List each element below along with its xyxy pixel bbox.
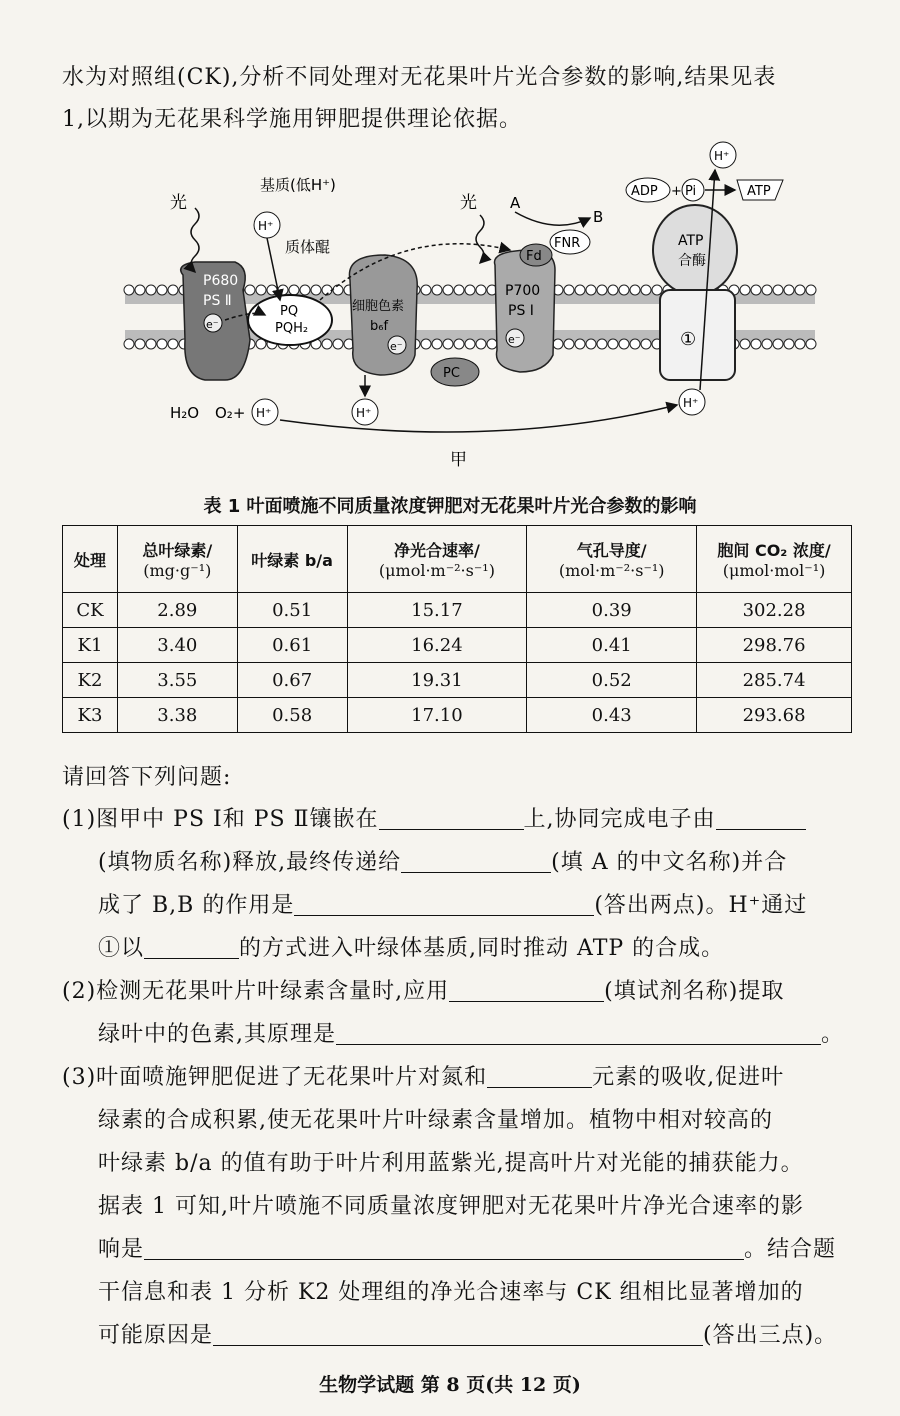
ps1-complex	[495, 250, 556, 372]
lipid-head	[333, 339, 343, 349]
lipid-head	[454, 339, 464, 349]
fnr-label: FNR	[554, 236, 581, 251]
q1-blank-4[interactable]	[294, 893, 594, 916]
header-title: 净光合速率/	[393, 541, 480, 560]
cytb6f-label-1: 细胞色素	[352, 299, 405, 314]
lipid-head	[795, 285, 805, 295]
lipid-head	[553, 339, 563, 349]
q3-line-3: 叶绿素 b/a 的值有助于叶片利用蓝紫光,提高叶片对光能的捕获能力。	[98, 1151, 804, 1176]
lipid-head	[740, 339, 750, 349]
lipid-head	[619, 285, 629, 295]
q3-text-1a: (3)叶面喷施钾肥促进了无花果叶片对氮和	[62, 1065, 488, 1090]
lipid-head	[278, 285, 288, 295]
q1-text-4b: 的方式进入叶绿体基质,同时推动 ATP 的合成。	[239, 936, 725, 961]
lipid-head	[146, 339, 156, 349]
pqh2-label: PQH₂	[275, 321, 309, 336]
table-cell: 0.58	[237, 698, 347, 733]
lipid-head	[476, 285, 486, 295]
q3-blank-2[interactable]	[144, 1237, 744, 1260]
table-cell: 3.55	[117, 663, 237, 698]
lipid-head	[575, 285, 585, 295]
hplus-lumen-2: H⁺	[356, 406, 372, 420]
q1-text-4a: ①以	[98, 936, 145, 961]
pi-label: Pi	[685, 184, 697, 199]
lipid-head	[168, 285, 178, 295]
atp-synthase	[653, 205, 737, 380]
q3-text-7a: 可能原因是	[98, 1323, 214, 1348]
lipid-head	[421, 285, 431, 295]
q2-blank-2[interactable]	[336, 1022, 821, 1045]
table-cell: 19.31	[347, 663, 527, 698]
ps1-electron-label: e⁻	[508, 333, 521, 346]
lipid-head	[806, 339, 816, 349]
table-cell: CK	[63, 593, 118, 628]
q2-blank-1[interactable]	[449, 979, 604, 1002]
q1-blank-5[interactable]	[144, 936, 239, 959]
table-header-cell	[63, 526, 118, 593]
table-row	[63, 593, 852, 628]
lipid-head	[773, 285, 783, 295]
lipid-head	[619, 339, 629, 349]
lipid-head	[443, 285, 453, 295]
lipid-head	[652, 285, 662, 295]
stroma-label: 基质(低H⁺)	[260, 176, 336, 194]
q3-line-1	[62, 1060, 784, 1091]
lipid-head	[564, 339, 574, 349]
cytb6f-electron-label: e⁻	[390, 340, 403, 353]
q3-blank-1[interactable]	[487, 1065, 592, 1088]
ps2-complex	[181, 262, 250, 380]
q3-line-5	[98, 1232, 836, 1263]
lipid-head	[762, 339, 772, 349]
cytochrome-b6f	[349, 255, 417, 375]
q1-text-3a: 成了 B,B 的作用是	[98, 893, 295, 918]
q1-text-3b: (答出两点)。H⁺通过	[594, 893, 808, 918]
q2-text-1b: (填试剂名称)提取	[604, 979, 785, 1004]
lipid-head	[124, 339, 134, 349]
atp-label: ATP	[747, 184, 771, 199]
lipid-head	[795, 339, 805, 349]
lipid-head	[586, 285, 596, 295]
plastoquinone	[248, 295, 332, 345]
table-header-cell	[237, 526, 347, 593]
lipid-head	[762, 285, 772, 295]
table-header-cell	[697, 526, 852, 593]
header-unit: (mg·g⁻¹)	[143, 561, 212, 580]
q1-line-3	[98, 888, 807, 919]
figure-label-jia: 甲	[450, 450, 467, 470]
header-title: 叶绿素 b/a	[251, 550, 333, 570]
lipid-head	[146, 285, 156, 295]
atp-synthase-label-1: ATP	[678, 233, 704, 249]
table-cell: 293.68	[697, 698, 852, 733]
lipid-head	[597, 339, 607, 349]
hplus-lumen-3: H⁺	[683, 396, 699, 410]
q1-text-1a: (1)图甲中 PS Ⅰ和 PS Ⅱ镶嵌在	[62, 807, 379, 832]
questions-prompt: 请回答下列问题:	[62, 765, 232, 790]
o2-label: O₂+	[215, 404, 246, 422]
a-label: A	[510, 194, 521, 212]
table-cell: 0.43	[527, 698, 697, 733]
b-label: B	[593, 208, 604, 226]
table-cell: 0.61	[237, 628, 347, 663]
lipid-head	[751, 339, 761, 349]
table-cell: 16.24	[347, 628, 527, 663]
plus-sign: +	[671, 184, 682, 199]
photosynthesis-table	[62, 525, 852, 733]
ps1-label: PS Ⅰ	[508, 303, 534, 319]
q1-line-1	[62, 802, 806, 833]
lipid-head	[806, 285, 816, 295]
light-label-1: 光	[170, 193, 187, 213]
table-row	[63, 628, 852, 663]
q3-blank-3[interactable]	[213, 1323, 703, 1346]
lipid-head	[256, 285, 266, 295]
lipid-head	[641, 285, 651, 295]
q3-line-2: 绿素的合成积累,使无花果叶片叶绿素含量增加。植物中相对较高的	[98, 1108, 773, 1133]
q3-text-5a: 响是	[98, 1237, 145, 1262]
lipid-head	[476, 339, 486, 349]
q1-blank-2[interactable]	[716, 807, 806, 830]
lipid-head	[465, 285, 475, 295]
pq-label: PQ	[280, 304, 299, 319]
lipid-head	[157, 285, 167, 295]
pc-label: PC	[443, 366, 460, 381]
lipid-head	[421, 339, 431, 349]
table-row	[63, 663, 852, 698]
lipid-head	[267, 285, 277, 295]
ferredoxin	[520, 244, 552, 266]
q2-text-2b: 。	[821, 1022, 845, 1047]
channel-1-label: ①	[680, 329, 697, 350]
lipid-head	[432, 339, 442, 349]
header-title: 处理	[73, 550, 106, 570]
lipid-head	[740, 285, 750, 295]
fd-label: Fd	[526, 249, 542, 264]
ps2-electron-label: e⁻	[206, 318, 219, 331]
table-cell: K2	[63, 663, 118, 698]
lipid-head	[608, 285, 618, 295]
lipid-head	[168, 339, 178, 349]
lipid-head	[784, 339, 794, 349]
lipid-head	[135, 339, 145, 349]
q1-text-2b: (填 A 的中文名称)并合	[551, 850, 788, 875]
table-cell: 302.28	[697, 593, 852, 628]
q1-blank-1[interactable]	[379, 807, 524, 830]
table-header-cell	[347, 526, 527, 593]
table-cell: 17.10	[347, 698, 527, 733]
q3-line-7	[98, 1318, 837, 1349]
table-cell: 0.39	[527, 593, 697, 628]
lipid-head	[630, 285, 640, 295]
lipid-head	[564, 285, 574, 295]
table-cell: 285.74	[697, 663, 852, 698]
lipid-head	[751, 285, 761, 295]
lipid-head	[597, 285, 607, 295]
thylakoid-diagram	[115, 140, 825, 475]
lipid-head	[630, 339, 640, 349]
table-cell: 0.41	[527, 628, 697, 663]
header-unit: (mol·m⁻²·s⁻¹)	[558, 561, 665, 580]
q3-text-1b: 元素的吸收,促进叶	[592, 1065, 785, 1090]
header-title: 胞间 CO₂ 浓度/	[717, 541, 831, 560]
fnr-enzyme	[550, 230, 590, 254]
lipid-head	[586, 339, 596, 349]
q3-line-4: 据表 1 可知,叶片喷施不同质量浓度钾肥对无花果叶片净光合速率的影	[98, 1194, 804, 1219]
plastoquinone-label: 质体醌	[285, 238, 331, 256]
lipid-head	[311, 285, 321, 295]
hplus-stroma: H⁺	[258, 219, 274, 233]
table-cell: 3.40	[117, 628, 237, 663]
table-cell: 0.52	[527, 663, 697, 698]
table-cell: 15.17	[347, 593, 527, 628]
table-cell: K3	[63, 698, 118, 733]
table-cell: 0.67	[237, 663, 347, 698]
table-cell: 0.51	[237, 593, 347, 628]
lipid-head	[289, 285, 299, 295]
lipid-head	[465, 339, 475, 349]
header-unit: (μmol·mol⁻¹)	[722, 561, 826, 580]
lipid-head	[608, 339, 618, 349]
table-caption: 表 1 叶面喷施不同质量浓度钾肥对无花果叶片光合参数的影响	[203, 496, 697, 517]
intro-line-1: 水为对照组(CK),分析不同处理对无花果叶片光合参数的影响,结果见表	[62, 65, 777, 90]
table-header-cell	[117, 526, 237, 593]
cytb6f-label-2: b₆f	[370, 319, 389, 334]
q2-text-1a: (2)检测无花果叶片叶绿素含量时,应用	[62, 979, 450, 1004]
ps2-label: PS Ⅱ	[203, 293, 232, 309]
lipid-head	[575, 339, 585, 349]
hplus-top-right: H⁺	[714, 149, 730, 163]
q1-blank-3[interactable]	[401, 850, 551, 873]
q3-line-6: 干信息和表 1 分析 K2 处理组的净光合速率与 CK 组相比显著增加的	[98, 1280, 804, 1305]
table-cell: 2.89	[117, 593, 237, 628]
lipid-head	[322, 339, 332, 349]
lipid-head	[245, 285, 255, 295]
intro-line-2: 1,以期为无花果科学施用钾肥提供理论依据。	[62, 107, 522, 132]
lipid-head	[443, 339, 453, 349]
lipid-head	[454, 285, 464, 295]
table-cell: 3.38	[117, 698, 237, 733]
page-footer: 生物学试题 第 8 页(共 12 页)	[319, 1374, 581, 1396]
plastocyanin	[431, 358, 479, 386]
atp-synthase-label-2: 合酶	[678, 253, 706, 269]
header-unit: (μmol·m⁻²·s⁻¹)	[378, 561, 495, 580]
q3-text-7b: (答出三点)。	[703, 1323, 838, 1348]
table-cell: 298.76	[697, 628, 852, 663]
lipid-head	[784, 285, 794, 295]
table-cell: K1	[63, 628, 118, 663]
hplus-lumen-1: H⁺	[256, 406, 272, 420]
table-row	[63, 698, 852, 733]
h2o-label: H₂O	[170, 404, 200, 422]
q1-text-2a: (填物质名称)释放,最终传递给	[98, 850, 402, 875]
light-label-2: 光	[460, 193, 477, 213]
q3-text-5b: 。结合题	[744, 1237, 837, 1262]
lipid-head	[773, 339, 783, 349]
table-header-cell	[527, 526, 697, 593]
q1-text-1b: 上,协同完成电子由	[523, 807, 716, 832]
p700-label: P700	[505, 283, 541, 299]
lipid-head	[157, 339, 167, 349]
lipid-head	[333, 285, 343, 295]
lipid-head	[432, 285, 442, 295]
lipid-head	[487, 339, 497, 349]
header-title: 总叶绿素/	[142, 541, 213, 560]
q2-text-2a: 绿叶中的色素,其原理是	[98, 1022, 336, 1047]
q1-line-4	[98, 931, 724, 962]
q1-line-2	[98, 845, 787, 876]
p680-label: P680	[203, 273, 239, 289]
q2-line-1	[62, 974, 784, 1005]
lipid-head	[641, 339, 651, 349]
q2-line-2	[98, 1017, 844, 1048]
lipid-head	[124, 285, 134, 295]
header-title: 气孔导度/	[576, 541, 647, 560]
lipid-head	[135, 285, 145, 295]
lipid-head	[300, 285, 310, 295]
adp-label: ADP	[631, 184, 658, 199]
